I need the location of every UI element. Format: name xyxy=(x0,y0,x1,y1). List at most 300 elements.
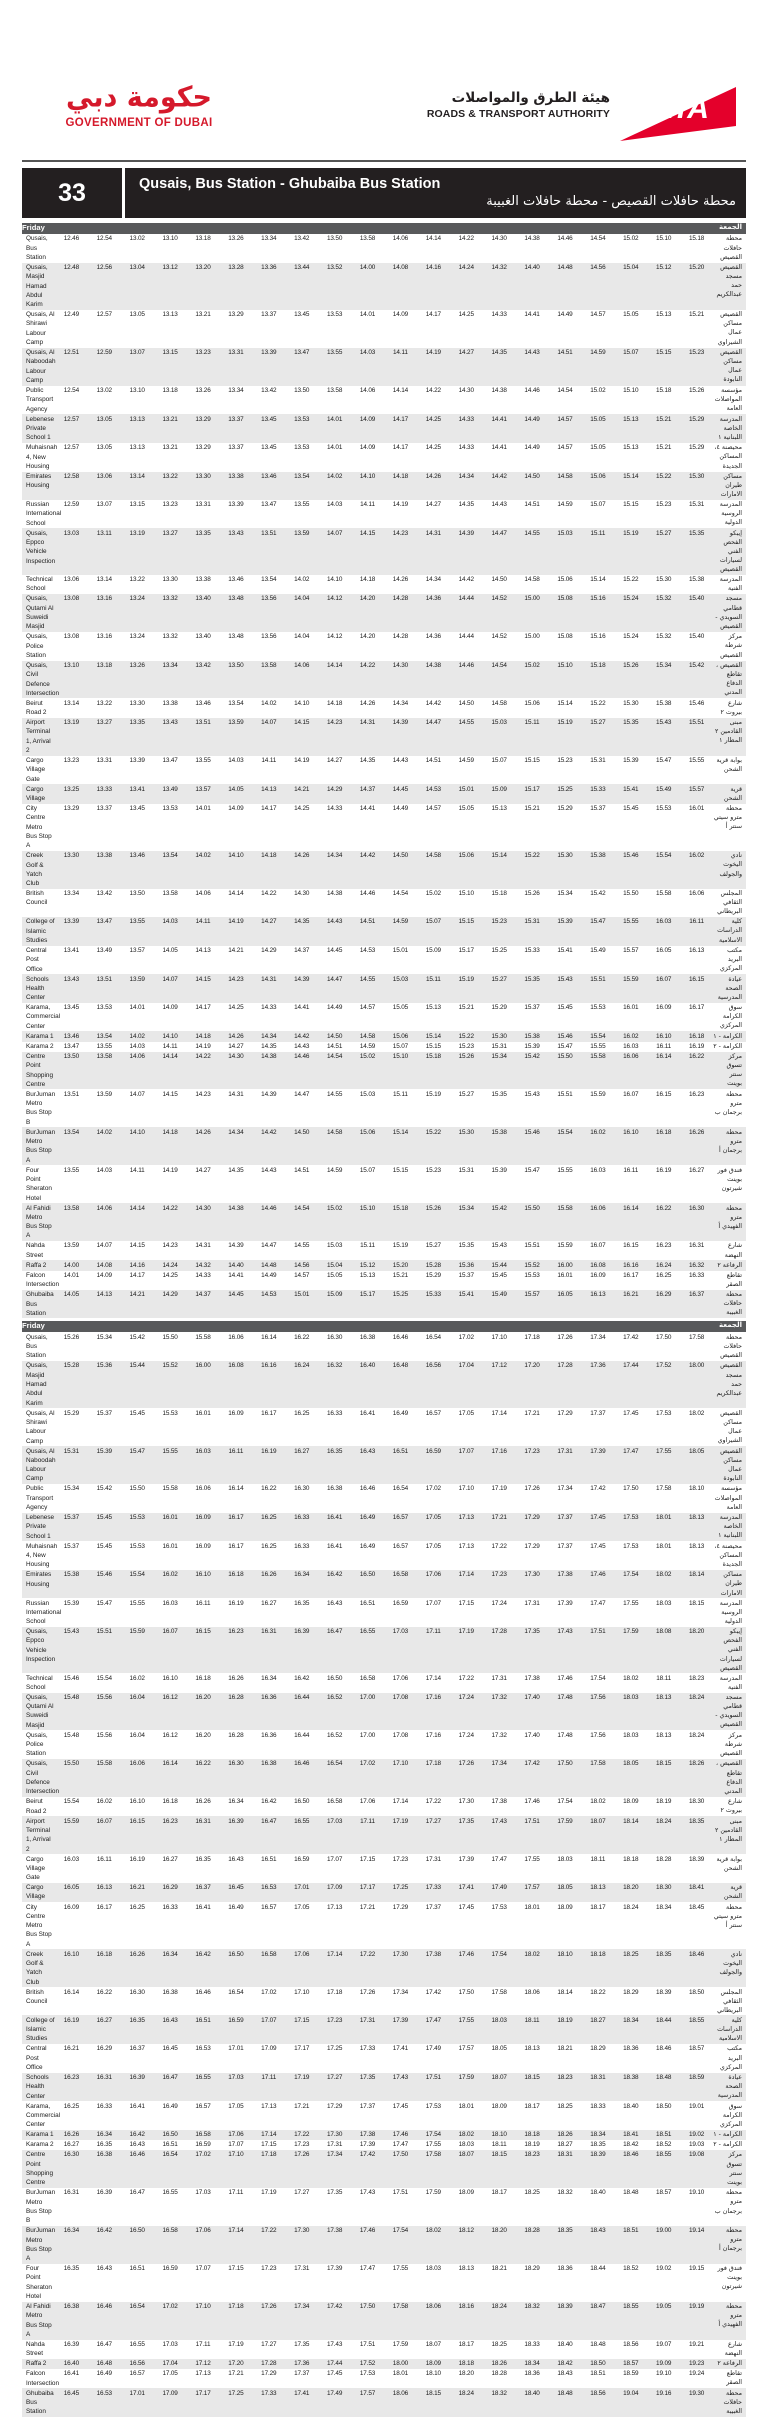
departure-time: 16.18 xyxy=(88,1949,121,1987)
stop-name-arabic: مساكن طيران الامارات xyxy=(713,1570,746,1598)
departure-time: 14.50 xyxy=(318,1031,351,1041)
timetable-row xyxy=(22,1854,746,1883)
departure-time: 17.35 xyxy=(351,2073,384,2102)
departure-time: 17.06 xyxy=(219,2130,252,2140)
day-label-arabic: الجمعة xyxy=(384,1321,746,1332)
departure-time: 15.41 xyxy=(450,1290,483,1319)
departure-time: 16.47 xyxy=(129,2189,145,2197)
departure-time: 17.15 xyxy=(285,2015,318,2044)
departure-time: 14.06 xyxy=(121,1052,154,1090)
departure-time: 15.14 xyxy=(557,699,573,707)
departure-time: 18.34 xyxy=(614,2015,647,2044)
departure-time: 14.29 xyxy=(318,784,351,803)
departure-time: 17.22 xyxy=(351,1949,384,1987)
departure-time: 13.13 xyxy=(162,311,178,319)
departure-time: 16.32 xyxy=(680,1260,713,1270)
departure-time: 13.15 xyxy=(154,348,187,386)
departure-time: 16.29 xyxy=(96,2045,112,2053)
departure-time: 19.08 xyxy=(680,2150,713,2188)
departure-time: 14.30 xyxy=(294,890,310,898)
departure-time: 17.25 xyxy=(219,2388,252,2417)
departure-time: 14.03 xyxy=(129,1042,145,1050)
stop-name-english: Schools Health Center xyxy=(22,2073,55,2102)
stop-name-arabic: المجلس الثقافي البريطاني xyxy=(717,1988,742,2014)
departure-time: 17.59 xyxy=(392,2340,409,2348)
departure-time: 13.33 xyxy=(88,784,121,803)
departure-time: 15.10 xyxy=(549,661,582,699)
departure-time: 14.00 xyxy=(55,1260,88,1270)
departure-time: 13.29 xyxy=(63,805,79,813)
departure-time: 18.14 xyxy=(557,1988,573,1996)
departure-time: 18.03 xyxy=(656,1599,672,1607)
departure-time: 13.28 xyxy=(219,263,252,310)
stop-name-arabic: بوابة قرية الشحن xyxy=(716,1855,742,1872)
departure-time: 15.06 xyxy=(384,1031,417,1041)
departure-time: 15.21 xyxy=(458,1004,474,1012)
departure-time: 17.51 xyxy=(516,1816,549,1854)
stop-name-english: British Council xyxy=(26,1988,48,2005)
departure-time: 13.59 xyxy=(219,718,252,756)
departure-time: 16.41 xyxy=(129,2102,145,2110)
departure-time: 15.21 xyxy=(647,414,680,443)
departure-time: 13.44 xyxy=(285,263,318,310)
stop-name-arabic: القصيص مساكن عمال الشيراوي xyxy=(717,1409,742,1445)
departure-time: 16.06 xyxy=(581,1203,614,1241)
departure-time: 14.23 xyxy=(219,974,252,1003)
departure-time: 15.45 xyxy=(623,805,639,813)
departure-time: 14.15 xyxy=(187,974,220,1003)
departure-time: 16.11 xyxy=(656,1042,672,1050)
departure-time: 14.55 xyxy=(516,528,549,574)
departure-time: 15.07 xyxy=(392,1042,409,1050)
departure-time: 14.46 xyxy=(285,1052,318,1090)
departure-time: 15.37 xyxy=(590,805,606,813)
departure-time: 13.42 xyxy=(261,387,277,395)
departure-time: 15.30 xyxy=(656,576,672,584)
stop-name-english: Al Fahidi Metro Bus Stop A xyxy=(22,2302,55,2340)
departure-time: 16.23 xyxy=(55,2073,88,2102)
departure-time: 16.02 xyxy=(154,1570,187,1598)
departure-time: 17.34 xyxy=(318,2150,351,2188)
departure-time: 13.48 xyxy=(219,594,252,632)
departure-time: 15.38 xyxy=(581,851,614,889)
departure-time: 14.48 xyxy=(549,263,582,310)
departure-time: 16.42 xyxy=(121,2130,154,2140)
departure-time: 15.05 xyxy=(392,1004,409,1012)
stop-name-english: Four Point Sheraton Hotel xyxy=(26,2265,52,2300)
stop-name-english: Beirut Road 2 xyxy=(26,1798,47,1815)
departure-time: 14.08 xyxy=(384,263,417,310)
departure-time: 17.39 xyxy=(458,1855,474,1863)
departure-time: 14.55 xyxy=(294,1242,310,1250)
departure-time: 14.33 xyxy=(491,311,507,319)
departure-time: 16.56 xyxy=(417,1361,450,1408)
departure-time: 16.52 xyxy=(326,1731,343,1739)
departure-time: 17.05 xyxy=(425,1542,441,1550)
departure-time: 15.42 xyxy=(96,1485,112,1493)
departure-time: 15.15 xyxy=(623,501,639,509)
departure-time: 13.08 xyxy=(63,633,79,641)
departure-time: 14.29 xyxy=(154,1290,187,1319)
departure-time: 18.05 xyxy=(680,1446,713,1484)
departure-time: 14.05 xyxy=(219,784,252,803)
departure-time: 15.47 xyxy=(557,1042,573,1050)
departure-time: 15.09 xyxy=(425,946,441,954)
stop-name-arabic: محطة حافلات القصيص xyxy=(720,1333,742,1360)
departure-time: 14.11 xyxy=(187,917,220,946)
departure-time: 18.09 xyxy=(623,1798,639,1806)
departure-time: 17.00 xyxy=(359,1731,376,1739)
departure-time: 18.59 xyxy=(680,2073,713,2102)
departure-time: 13.34 xyxy=(261,235,277,243)
departure-time: 13.26 xyxy=(195,387,211,395)
departure-time: 14.45 xyxy=(219,1290,252,1319)
departure-time: 14.57 xyxy=(590,311,606,319)
departure-time: 16.39 xyxy=(63,2340,79,2348)
departure-time: 14.15 xyxy=(351,528,384,574)
departure-time: 16.43 xyxy=(96,2265,112,2273)
departure-time: 16.45 xyxy=(162,2045,178,2053)
timetable-row xyxy=(22,784,746,803)
departure-time: 15.03 xyxy=(359,1090,376,1098)
departure-time: 17.07 xyxy=(450,1446,483,1484)
departure-time: 15.35 xyxy=(516,974,549,1003)
departure-time: 16.48 xyxy=(88,2359,121,2369)
stop-name-arabic: مبنى القادمين ٢ المطار ١ xyxy=(713,1816,746,1854)
departure-time: 17.10 xyxy=(458,1485,474,1493)
stop-name-arabic: الكرامة - ٢ xyxy=(713,1042,742,1050)
departure-time: 18.33 xyxy=(590,2102,606,2110)
departure-time: 18.25 xyxy=(557,2102,573,2110)
departure-time: 12.58 xyxy=(55,472,88,500)
stop-name-arabic: فندق فور بوينت شيرتون xyxy=(717,1166,742,1192)
stop-name-arabic: إيبكو الفحص الفني لسيارات القصيص xyxy=(713,1627,746,1673)
departure-time: 17.45 xyxy=(623,1409,639,1417)
departure-time: 15.30 xyxy=(680,472,713,500)
departure-time: 16.22 xyxy=(647,1203,680,1241)
departure-time: 16.18 xyxy=(195,1674,211,1682)
departure-time: 14.28 xyxy=(392,633,409,641)
departure-time: 14.54 xyxy=(392,890,409,898)
departure-time: 15.31 xyxy=(590,757,606,765)
stop-name-arabic: تقاطع الصقر xyxy=(726,2370,742,2387)
departure-time: 13.47 xyxy=(63,1042,79,1050)
departure-time: 16.17 xyxy=(96,1903,112,1911)
timetable-row xyxy=(22,1598,746,1627)
stop-name-arabic: المدرسة الفنية xyxy=(719,1674,742,1691)
stop-name-arabic: محطة مترو برجمان ب xyxy=(714,2189,742,2215)
departure-time: 17.35 xyxy=(450,1816,483,1854)
departure-time: 17.31 xyxy=(491,1674,507,1682)
timetable-row xyxy=(22,528,746,574)
stop-name-english: Nahda Street xyxy=(26,2340,45,2358)
departure-time: 13.29 xyxy=(228,311,244,319)
departure-time: 14.22 xyxy=(425,387,441,395)
departure-time: 17.23 xyxy=(483,1570,516,1598)
departure-time: 14.06 xyxy=(285,661,318,699)
departure-time: 14.02 xyxy=(187,851,220,889)
stop-name-english: Falcon Intersection xyxy=(26,2370,60,2387)
departure-time: 15.22 xyxy=(623,576,639,584)
stop-name-arabic: المدرسة الفنية xyxy=(719,576,742,593)
departure-time: 14.10 xyxy=(351,472,384,500)
departure-time: 15.50 xyxy=(623,890,639,898)
departure-time: 14.55 xyxy=(326,1090,343,1098)
departure-time: 16.59 xyxy=(417,1446,450,1484)
departure-time: 15.27 xyxy=(483,974,516,1003)
departure-time: 14.06 xyxy=(392,235,409,243)
departure-time: 13.57 xyxy=(129,946,145,954)
departure-time: 17.56 xyxy=(581,1693,614,1731)
departure-time: 18.15 xyxy=(483,2150,516,2188)
departure-time: 14.47 xyxy=(261,1242,277,1250)
departure-time: 13.49 xyxy=(96,946,112,954)
departure-time: 17.26 xyxy=(359,1988,376,1996)
departure-time: 15.00 xyxy=(524,633,540,641)
departure-time: 14.54 xyxy=(318,1052,351,1090)
departure-time: 15.52 xyxy=(516,1260,549,1270)
departure-time: 17.59 xyxy=(614,1627,647,1673)
stop-name-english: College of Islamic Studies xyxy=(22,2015,55,2044)
departure-time: 13.25 xyxy=(55,784,88,803)
departure-time: 18.24 xyxy=(647,1816,680,1854)
departure-time: 15.51 xyxy=(581,974,614,1003)
departure-time: 14.30 xyxy=(491,235,507,243)
departure-time: 18.23 xyxy=(549,2073,582,2102)
departure-time: 14.48 xyxy=(252,1260,285,1270)
departure-time: 14.03 xyxy=(351,348,384,386)
departure-time: 15.09 xyxy=(318,1290,351,1319)
timetable-row xyxy=(22,348,746,386)
timetable-page xyxy=(0,81,768,2416)
departure-time: 14.10 xyxy=(294,699,310,707)
departure-time: 17.54 xyxy=(384,2226,417,2264)
timetable-row xyxy=(22,946,746,975)
departure-time: 16.29 xyxy=(154,1883,187,1902)
departure-time: 15.53 xyxy=(590,1004,606,1012)
departure-time: 15.22 xyxy=(647,472,680,500)
departure-time: 14.07 xyxy=(252,718,285,756)
departure-time: 17.15 xyxy=(261,2141,277,2149)
departure-time: 14.03 xyxy=(154,917,187,946)
departure-time: 17.36 xyxy=(581,1361,614,1408)
timetable-row xyxy=(22,1089,746,1127)
timetable-row xyxy=(22,1127,746,1165)
stop-name-arabic: سوق الكرامة المركزي xyxy=(719,2102,742,2128)
departure-time: 15.12 xyxy=(351,1260,384,1270)
departure-time: 16.35 xyxy=(318,1446,351,1484)
departure-time: 16.02 xyxy=(581,1127,614,1165)
departure-time: 15.18 xyxy=(656,387,672,395)
departure-time: 15.50 xyxy=(129,1485,145,1493)
departure-time: 18.10 xyxy=(688,1485,705,1493)
departure-time: 18.42 xyxy=(623,2141,639,2149)
departure-time: 13.53 xyxy=(162,805,178,813)
departure-time: 15.04 xyxy=(614,263,647,310)
departure-time: 14.59 xyxy=(581,348,614,386)
departure-time: 15.47 xyxy=(524,1166,540,1174)
departure-time: 16.24 xyxy=(285,1361,318,1408)
departure-time: 14.01 xyxy=(359,311,376,319)
departure-time: 13.50 xyxy=(294,387,310,395)
departure-time: 17.17 xyxy=(351,1883,384,1902)
departure-time: 14.43 xyxy=(392,757,409,765)
departure-time: 16.25 xyxy=(261,1542,277,1550)
departure-time: 15.29 xyxy=(688,444,705,452)
departure-time: 15.21 xyxy=(524,805,540,813)
timetable-row xyxy=(22,1816,746,1854)
departure-time: 15.41 xyxy=(557,946,573,954)
departure-time: 14.50 xyxy=(285,1127,318,1165)
departure-time: 16.15 xyxy=(121,1816,154,1854)
departure-time: 17.39 xyxy=(384,2015,417,2044)
departure-time: 13.30 xyxy=(162,576,178,584)
departure-time: 13.54 xyxy=(228,699,244,707)
departure-time: 15.19 xyxy=(425,1090,441,1098)
departure-time: 18.24 xyxy=(483,2302,516,2340)
departure-time: 14.27 xyxy=(450,348,483,386)
departure-time: 17.32 xyxy=(483,1693,516,1731)
departure-time: 18.40 xyxy=(623,2102,639,2110)
departure-time: 15.49 xyxy=(483,1290,516,1319)
departure-time: 15.34 xyxy=(450,1203,483,1241)
departure-time: 13.30 xyxy=(187,472,220,500)
departure-time: 18.13 xyxy=(524,2045,540,2053)
departure-time: 16.51 xyxy=(129,2265,145,2273)
departure-time: 15.45 xyxy=(96,1542,112,1550)
timetable-row xyxy=(22,1003,746,1032)
departure-time: 14.47 xyxy=(483,528,516,574)
departure-time: 16.34 xyxy=(154,1949,187,1987)
timetable-row xyxy=(22,2264,746,2302)
departure-time: 14.19 xyxy=(417,348,450,386)
stop-name-english: Russian International School xyxy=(26,1599,62,1626)
departure-time: 18.02 xyxy=(688,1409,705,1417)
departure-time: 16.31 xyxy=(63,2189,79,2197)
departure-time: 15.31 xyxy=(491,1042,507,1050)
stop-name-english: Qusais, Civil Defence Intersection xyxy=(22,1759,55,1797)
stop-name-arabic: محطة حافلات الغبيبة xyxy=(713,1290,746,1319)
departure-time: 16.43 xyxy=(154,2015,187,2044)
departure-time: 14.03 xyxy=(228,757,244,765)
departure-time: 14.50 xyxy=(384,851,417,889)
departure-time: 18.13 xyxy=(581,1883,614,1902)
departure-time: 15.52 xyxy=(154,1361,187,1408)
departure-time: 15.20 xyxy=(680,263,713,310)
departure-time: 17.07 xyxy=(425,1599,441,1607)
stop-name-english: Emirates Housing xyxy=(22,472,55,500)
departure-time: 14.26 xyxy=(187,1127,220,1165)
departure-time: 15.13 xyxy=(656,311,672,319)
departure-time: 14.09 xyxy=(96,1271,112,1279)
departure-time: 13.42 xyxy=(294,235,310,243)
rta-english-name: ROADS & TRANSPORT AUTHORITY xyxy=(426,107,610,120)
stop-name-arabic: القصيص ، تقاطع الدفاع المدني xyxy=(713,1759,746,1797)
departure-time: 14.14 xyxy=(392,387,409,395)
departure-time: 16.26 xyxy=(252,1570,285,1598)
departure-time: 14.45 xyxy=(326,946,343,954)
departure-time: 17.53 xyxy=(656,1409,672,1417)
departure-time: 18.55 xyxy=(680,2015,713,2044)
departure-time: 18.01 xyxy=(647,1513,680,1542)
departure-time: 14.54 xyxy=(285,1203,318,1241)
departure-time: 13.51 xyxy=(187,718,220,756)
stop-name-arabic: القصيص مساكن عمال الشيراوي xyxy=(717,311,742,346)
departure-time: 14.54 xyxy=(590,235,606,243)
departure-time: 16.03 xyxy=(623,1042,639,1050)
departure-time: 16.15 xyxy=(680,974,713,1003)
departure-time: 17.45 xyxy=(326,2370,343,2378)
departure-time: 14.59 xyxy=(384,917,417,946)
departure-time: 16.12 xyxy=(162,1731,178,1739)
departure-time: 15.23 xyxy=(425,1166,441,1174)
departure-time: 15.45 xyxy=(129,1409,145,1417)
departure-time: 14.25 xyxy=(458,311,474,319)
departure-time: 17.19 xyxy=(491,1485,507,1493)
departure-time: 18.00 xyxy=(680,1361,713,1408)
departure-time: 19.21 xyxy=(688,2340,705,2348)
departure-time: 18.20 xyxy=(458,2370,474,2378)
departure-time: 15.19 xyxy=(450,974,483,1003)
departure-time: 17.50 xyxy=(623,1485,639,1493)
timetable xyxy=(22,223,746,2417)
departure-time: 14.37 xyxy=(351,784,384,803)
departure-time: 13.31 xyxy=(96,757,112,765)
stop-name-arabic: القصيص مساكن عمال النابودة xyxy=(713,1446,746,1484)
departure-time: 18.51 xyxy=(647,2130,680,2140)
departure-time: 17.24 xyxy=(450,1693,483,1731)
departure-time: 15.54 xyxy=(549,1127,582,1165)
departure-time: 16.39 xyxy=(219,1816,252,1854)
departure-time: 16.09 xyxy=(590,1271,606,1279)
departure-time: 15.16 xyxy=(590,633,606,641)
departure-time: 13.55 xyxy=(195,757,211,765)
departure-time: 19.03 xyxy=(688,2141,705,2149)
departure-time: 14.34 xyxy=(450,472,483,500)
stop-name-arabic: مركز تسوق سنتر بوينت xyxy=(713,2150,746,2188)
departure-time: 14.46 xyxy=(359,890,376,898)
departure-time: 17.58 xyxy=(491,1988,507,1996)
departure-time: 17.48 xyxy=(549,1693,582,1731)
departure-time: 17.33 xyxy=(252,2388,285,2417)
departure-time: 17.14 xyxy=(219,2226,252,2264)
departure-time: 14.58 xyxy=(524,576,540,584)
departure-time: 16.57 xyxy=(392,1542,409,1550)
timetable-row xyxy=(22,1446,746,1484)
departure-time: 16.07 xyxy=(590,1242,606,1250)
departure-time: 14.22 xyxy=(187,1052,220,1090)
departure-time: 17.23 xyxy=(392,1855,409,1863)
departure-time: 15.00 xyxy=(516,594,549,632)
departure-time: 17.50 xyxy=(351,2302,384,2340)
departure-time: 17.22 xyxy=(458,1674,474,1682)
departure-time: 14.05 xyxy=(55,1290,88,1319)
departure-time: 15.58 xyxy=(88,1759,121,1797)
departure-time: 14.10 xyxy=(154,1031,187,1041)
departure-time: 14.04 xyxy=(294,633,310,641)
departure-time: 14.14 xyxy=(425,235,441,243)
departure-time: 17.24 xyxy=(458,1731,474,1739)
departure-time: 13.58 xyxy=(359,235,376,243)
departure-time: 16.34 xyxy=(88,2130,121,2140)
departure-time: 16.27 xyxy=(88,2015,121,2044)
departure-time: 14.41 xyxy=(491,444,507,452)
departure-time: 14.27 xyxy=(252,917,285,946)
departure-time: 16.33 xyxy=(326,1409,343,1417)
departure-time: 15.10 xyxy=(656,235,672,243)
departure-time: 16.41 xyxy=(195,1903,211,1911)
departure-time: 17.28 xyxy=(549,1361,582,1408)
